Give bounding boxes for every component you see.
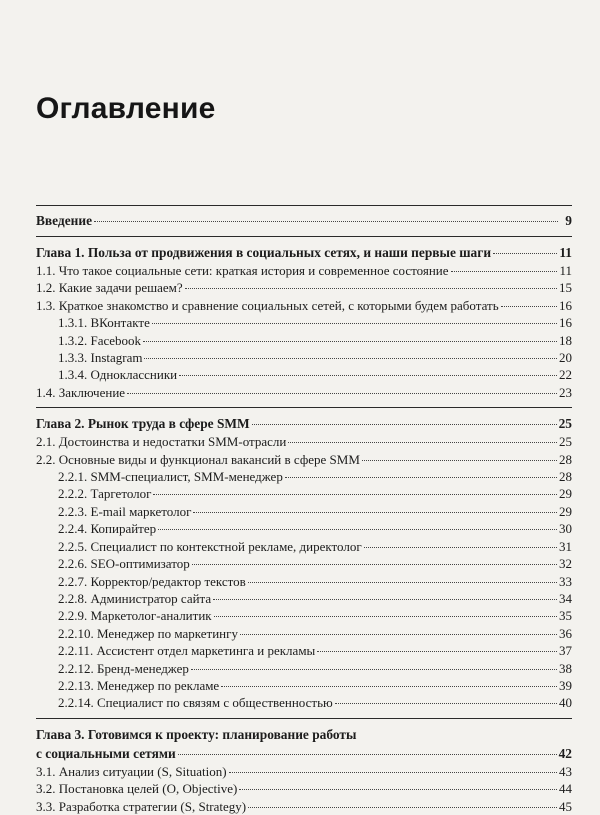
- dot-leader: [335, 703, 557, 704]
- toc-entry-intro[interactable]: [36, 211, 572, 230]
- toc-entry-page: 20: [559, 350, 572, 366]
- toc-entry-page: 37: [559, 643, 572, 659]
- dot-leader: [285, 477, 557, 478]
- toc-entry-label: 2.2.2. Таргетолог: [58, 486, 152, 502]
- dot-leader: [179, 375, 557, 376]
- toc-entry[interactable]: [36, 332, 572, 349]
- dot-leader: [178, 754, 557, 755]
- toc-entry[interactable]: [36, 297, 572, 314]
- toc-entry[interactable]: [36, 384, 572, 401]
- toc-entry-label: 2.2.6. SEO-оптимизатор: [58, 556, 190, 572]
- dot-leader: [144, 358, 557, 359]
- toc-chapter-1: [36, 236, 572, 401]
- toc-entry[interactable]: [36, 625, 572, 642]
- toc-entry-page: 40: [559, 695, 572, 711]
- toc-entry-label: 3.3. Разработка стратегии (S, Strategy): [36, 798, 247, 814]
- toc-entry-label: 2.2.10. Менеджер по маркетингу: [58, 625, 238, 641]
- toc-entry-label: 1.3.4. Одноклассники: [58, 367, 178, 383]
- dot-leader: [94, 221, 558, 222]
- toc-entry-page: 31: [559, 538, 572, 554]
- toc-entry-label: 2.2.1. SMM-специалист, SMM-менеджер: [58, 469, 283, 485]
- toc-chapter-heading[interactable]: [36, 414, 572, 433]
- toc-chapter-3: [36, 718, 572, 815]
- toc-chapter-2: [36, 407, 572, 712]
- toc-chapter-heading[interactable]: [36, 243, 572, 262]
- toc-entry-page: 22: [559, 367, 572, 383]
- toc-entry-page: 33: [559, 573, 572, 589]
- toc-entry[interactable]: [36, 660, 572, 677]
- toc-entry-label: 1.1. Что такое социальные сети: краткая история и современное состояние: [36, 263, 449, 278]
- toc-entry-page: 15: [559, 280, 572, 296]
- toc-entry[interactable]: [36, 555, 572, 572]
- toc-entry[interactable]: [36, 677, 572, 694]
- toc-entry-label: 2.2.5. Специалист по контекстной рекламе, директолог: [58, 538, 362, 554]
- toc-entry[interactable]: [36, 607, 572, 624]
- toc-entry[interactable]: [36, 433, 572, 450]
- toc-chapter-page: 25: [558, 416, 572, 432]
- toc-chapter-title: Глава 2. Рынок труда в сфере SMM: [36, 416, 250, 432]
- toc-entry[interactable]: [36, 279, 572, 296]
- dot-leader: [364, 547, 557, 548]
- toc-entry-page: 32: [559, 556, 572, 572]
- dot-leader: [248, 582, 557, 583]
- toc-entry-page: 38: [559, 660, 572, 676]
- toc-entry-page: 45: [559, 798, 572, 814]
- toc-entry[interactable]: [36, 573, 572, 590]
- toc-entry[interactable]: [36, 366, 572, 383]
- table-of-contents: [36, 205, 572, 815]
- dot-leader: [214, 616, 557, 617]
- dot-leader: [239, 789, 557, 790]
- dot-leader: [143, 341, 557, 342]
- toc-entry-page: 18: [559, 332, 572, 348]
- toc-entry-page: 34: [559, 590, 572, 606]
- toc-entry-page: 28: [559, 451, 572, 467]
- dot-leader: [248, 807, 557, 808]
- toc-entry-label: 1.3. Краткое знакомство и сравнение социальных сетей, с которыми будем работать: [36, 297, 499, 313]
- toc-entry-label: 1.3.1. ВКонтакте: [58, 315, 150, 331]
- dot-leader: [501, 306, 557, 307]
- toc-entry-page: 39: [559, 677, 572, 693]
- toc-entry[interactable]: [36, 590, 572, 607]
- toc-chapter-title: с социальными сетями: [36, 745, 176, 761]
- toc-entry-label: 2.2.3. E-mail маркетолог: [58, 503, 192, 519]
- toc-entry-page: 16: [559, 297, 572, 313]
- toc-entry-page: 29: [559, 503, 572, 519]
- dot-leader: [221, 686, 557, 687]
- toc-entry[interactable]: [36, 485, 572, 502]
- toc-entry[interactable]: [36, 642, 572, 659]
- toc-entry-label: 2.2. Основные виды и функционал вакансий в сфере SMM: [36, 451, 360, 467]
- dot-leader: [213, 599, 557, 600]
- toc-chapter-title: Глава 1. Польза от продвижения в социальных сетях, и наши первые шаги: [36, 245, 492, 260]
- toc-entry[interactable]: [36, 451, 572, 468]
- toc-chapter-page: 42: [558, 745, 572, 761]
- toc-entry-label: 3.1. Анализ ситуации (S, Situation): [36, 763, 227, 779]
- dot-leader: [127, 393, 557, 394]
- toc-entry-page: 43: [559, 763, 572, 779]
- dot-leader: [451, 271, 558, 272]
- toc-entry-page: 28: [559, 469, 572, 485]
- toc-entry-label: 3.2. Постановка целей (O, Objective): [36, 781, 238, 797]
- toc-entry-label: 2.2.7. Корректор/редактор текстов: [58, 573, 246, 589]
- toc-entry-page: 44: [559, 781, 572, 797]
- toc-entry[interactable]: [36, 763, 572, 780]
- toc-entry-page: 36: [559, 625, 572, 641]
- dot-leader: [153, 494, 557, 495]
- toc-entry[interactable]: [36, 503, 572, 520]
- toc-entry[interactable]: [36, 262, 572, 279]
- toc-entry[interactable]: [36, 520, 572, 537]
- dot-leader: [252, 424, 557, 425]
- toc-entry-label: 2.1. Достоинства и недостатки SMM-отрасли: [36, 434, 287, 450]
- toc-entry[interactable]: [36, 694, 572, 711]
- dot-leader: [229, 772, 557, 773]
- toc-entry[interactable]: [36, 349, 572, 366]
- toc-entry-label: 2.2.9. Маркетолог-аналитик: [58, 608, 212, 624]
- toc-entry-label: 2.2.4. Копирайтер: [58, 521, 157, 537]
- dot-leader: [362, 460, 557, 461]
- dot-leader: [192, 564, 557, 565]
- toc-entry-page: 23: [559, 384, 572, 400]
- toc-entry-label: 1.3.2. Facebook: [58, 332, 142, 348]
- dot-leader: [193, 512, 557, 513]
- page-title: Оглавление: [36, 92, 216, 125]
- toc-entry-page: 35: [559, 608, 572, 624]
- toc-entry[interactable]: [36, 798, 572, 815]
- toc-entry-page: 30: [559, 521, 572, 537]
- toc-entry-label: 2.2.13. Менеджер по рекламе: [58, 677, 220, 693]
- toc-entry[interactable]: [36, 780, 572, 797]
- toc-entry-label: 1.2. Какие задачи решаем?: [36, 280, 183, 296]
- toc-entry-label: 2.2.14. Специалист по связям с общественностью: [58, 695, 333, 711]
- toc-chapter-heading-line1[interactable]: [36, 725, 572, 744]
- toc-entry-page: 11: [559, 263, 572, 278]
- toc-entry-page: 9: [565, 213, 572, 228]
- dot-leader: [240, 634, 557, 635]
- toc-entry-label: 2.2.8. Администратор сайта: [58, 590, 212, 606]
- toc-entry-page: 16: [559, 315, 572, 331]
- toc-entry-label: 1.3.3. Instagram: [58, 350, 143, 366]
- dot-leader: [288, 442, 557, 443]
- toc-chapter-page: 11: [559, 245, 572, 260]
- toc-entry-page: 25: [559, 434, 572, 450]
- toc-entry-page: 29: [559, 486, 572, 502]
- toc-entry[interactable]: [36, 538, 572, 555]
- dot-leader: [191, 669, 557, 670]
- toc-entry-label: 2.2.12. Бренд-менеджер: [58, 660, 189, 676]
- dot-leader: [152, 323, 557, 324]
- toc-intro-section: [36, 205, 572, 230]
- toc-entry-label: 2.2.11. Ассистент отдел маркетинга и рекламы: [58, 643, 316, 659]
- toc-entry[interactable]: [36, 314, 572, 331]
- dot-leader: [185, 288, 557, 289]
- dot-leader: [493, 253, 557, 254]
- toc-chapter-heading-line2[interactable]: [36, 744, 572, 763]
- dot-leader: [158, 529, 557, 530]
- toc-entry[interactable]: [36, 468, 572, 485]
- dot-leader: [317, 651, 557, 652]
- toc-chapter-title: Глава 3. Готовимся к проекту: планирование работы: [36, 726, 357, 742]
- toc-entry-label: 1.4. Заключение: [36, 384, 126, 400]
- toc-entry-label: Введение: [36, 213, 93, 228]
